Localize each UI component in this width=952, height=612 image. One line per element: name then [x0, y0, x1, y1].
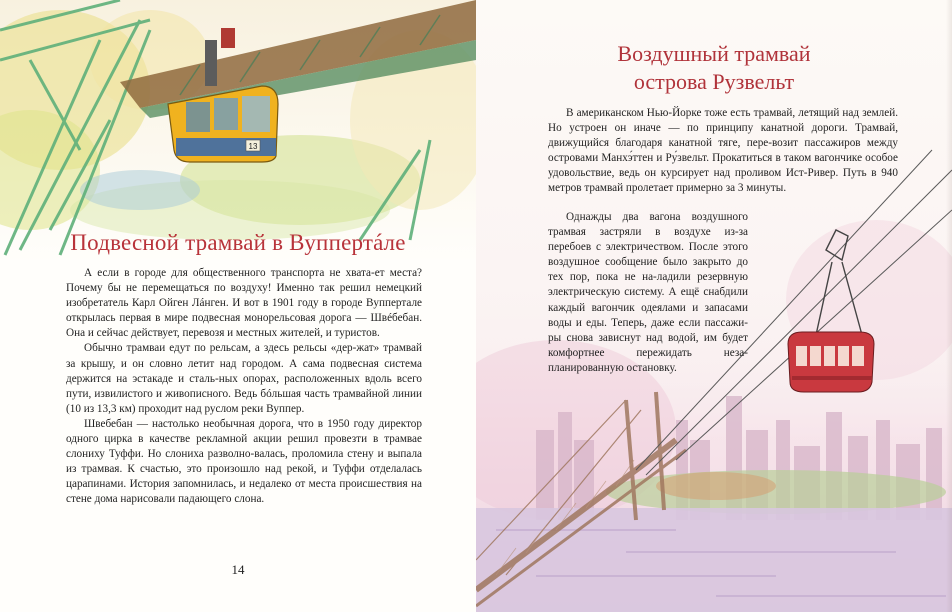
right-title-line-2: острова Рузвельт [633, 69, 795, 94]
wuppertal-schwebebahn-illustration [0, 0, 476, 262]
right-page-body-bottom [548, 210, 748, 376]
right-page-title [476, 40, 952, 96]
right-paragraph-2: Однажды два вагона воздушного трамвая застряли в воздухе из-за перебоев с электричеством. После этого воздушное сообщение было закрыто до тех пор, пока не на-ладили резервную электрическую систему. А ещё снабдили каждый вагончик одеялами и запасами воды и еды. Теперь, даже если пассажи-ры снова зависнут над водой, им будет комфортнее пережидать неза-планированную остановку. [548, 211, 748, 374]
left-paragraph-2: Обычно трамваи едут по рельсам, а здесь рельсы «дер-жат» трамвай за крышу, и он словно летит над городом. А сама подвесная система держится на эстакаде и сталь-ных опорах, расположенных вдоль всего пути, извилистого и живописного. Ведь бóльшая часть трамвайной линии (10 из 13,3 км) проходит над руслом реки Вуппер. [66, 342, 422, 415]
tram-car-number: 13 [248, 142, 258, 151]
left-page-title: Подвесной трамвай в Вуппертáле [70, 230, 406, 255]
left-paragraph-1: А если в городе для общественного транспорта не хвата-ет места? Почему бы не перемещаться по воздуху! Именно так решил немецкий изобретатель Карл Ойген Лáнген. И вот в 1901 году в городе Вуппертале открылась первая в мире подвесная монорельсовая дорога — Швéбебан. Она и сейчас действует, перевозя и местных жителей, и туристов. [66, 267, 422, 340]
page-number: 14 [231, 562, 245, 577]
right-paragraph-1: В американском Нью-Йорке тоже есть трамвай, летящий над землей. Но устроен он иначе — по принципу канатной дороги. Трамвай, движущийся благодаря канатной тяге, пере-возит пассажиров между островами Манхэ́ттен и Ру́звельт. Прокатиться в таком вагончике особое удовольствие, ведь он курсирует над проливом Ист-Ривер. Путь в 940 метров трамвай пролетает примерно за 3 минуты. [548, 107, 898, 195]
left-page-body [66, 266, 422, 508]
left-paragraph-3: Швебебан — настолько необычная дорога, что в 1950 году директор одного цирка в качестве рекламной акции решил провезти в трамвае слониху Туффи. Но слониха разволно-валась, проломила стену и выпала из трамвая. К счастью, это произошло над рекой, и Туффи отделалась царапинами. История запомнилась, и недалеко от места происшествия на стене дома нарисовали падающего слона. [66, 417, 422, 506]
right-title-line-1: Воздушный трамвай [617, 41, 811, 66]
right-page-body-top [548, 106, 898, 197]
